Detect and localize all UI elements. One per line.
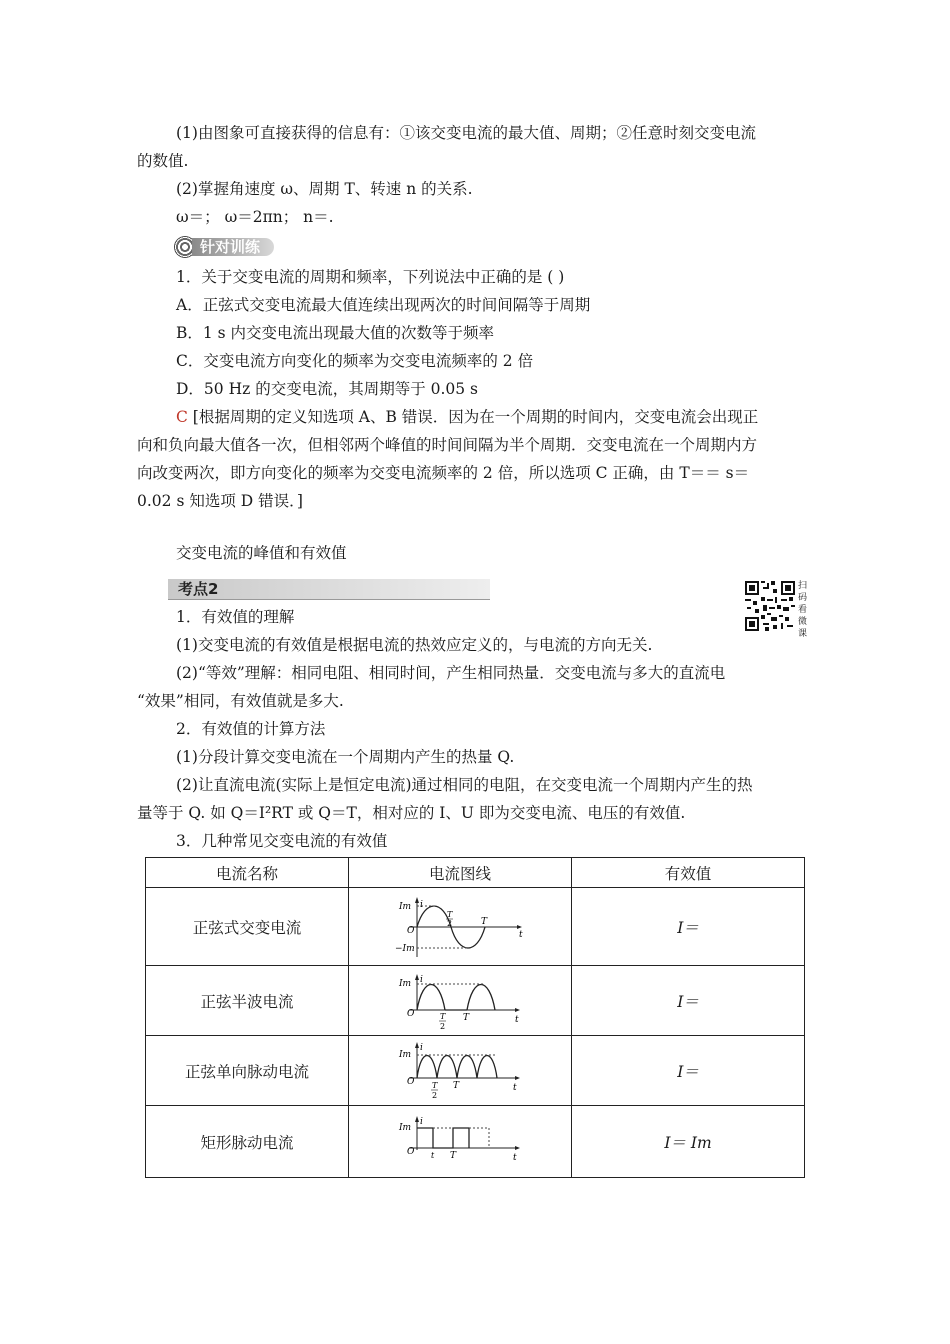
- table-row: [146, 888, 805, 966]
- graph-label: t: [513, 1152, 517, 1163]
- col-header: 电流名称: [146, 858, 349, 888]
- para-line: (2)掌握角速度 ω、周期 T、转速 n 的关系.: [176, 180, 473, 198]
- answer-letter: C: [176, 408, 188, 426]
- para-line: 量等于 Q. 如 Q＝I²RT 或 Q＝T，相对应的 I、U 即为交变电流、电压的有效值.: [137, 804, 686, 822]
- kaodian-label: 考点2: [178, 580, 219, 598]
- graph-label: T: [453, 1080, 460, 1091]
- table-row: [146, 1106, 805, 1178]
- graph-label: t: [513, 1082, 517, 1093]
- graph-label: −Im: [395, 943, 415, 954]
- row-value: I＝: [572, 1036, 805, 1106]
- graph-cell: [349, 1036, 572, 1106]
- graph-label: 2: [447, 918, 453, 928]
- graph-label: T: [450, 1150, 457, 1161]
- kaodian-banner: [168, 579, 490, 600]
- table-row: [146, 1036, 805, 1106]
- heading-2: 2．有效值的计算方法: [176, 720, 326, 738]
- row-name: 矩形脉动电流: [146, 1106, 349, 1178]
- heading-3: 3．几种常见交变电流的有效值: [176, 832, 388, 850]
- para-line: (1)由图象可直接获得的信息有：①该交变电流的最大值、周期；②任意时刻交变电流: [176, 124, 756, 142]
- answer-line: 向和负向最大值各一次，但相邻两个峰值的时间间隔为半个周期．交变电流在一个周期内方: [137, 436, 758, 454]
- col-header: 有效值: [572, 858, 805, 888]
- qr-caption: 扫 码 看 微 课: [798, 581, 808, 639]
- para-line: 的数值.: [137, 152, 189, 170]
- graph-label: T: [463, 1012, 470, 1023]
- row-name: 正弦式交变电流: [146, 888, 349, 966]
- graph-label: i: [420, 974, 423, 985]
- row-value: I＝ Im: [572, 1106, 805, 1178]
- option-c: C．交变电流方向变化的频率为交变电流频率的 2 倍: [176, 352, 534, 370]
- answer-text: [根据周期的定义知选项 A、B 错误．因为在一个周期的时间内，交变电流会出现正: [187, 408, 759, 426]
- graph-label: 2: [432, 1090, 438, 1100]
- table-row: [146, 966, 805, 1036]
- row-value: I＝: [572, 888, 805, 966]
- answer-line: [176, 407, 758, 427]
- graph-label: O: [407, 1008, 415, 1019]
- graph-label: O: [407, 1146, 415, 1157]
- graph-cell: [349, 966, 572, 1036]
- graph-label: O: [407, 1076, 415, 1087]
- half-wave-graph: [395, 972, 525, 1030]
- question-stem: 1．关于交变电流的周期和频率，下列说法中正确的是 ( ): [176, 268, 565, 286]
- graph-label: Im: [399, 1122, 412, 1133]
- answer-line: 0.02 s 知选项 D 错误．]: [137, 492, 303, 510]
- option-d: D．50 Hz 的交变电流，其周期等于 0.05 s: [176, 380, 479, 398]
- section-title: 交变电流的峰值和有效值: [176, 544, 347, 562]
- rectangular-pulse-graph: [395, 1116, 525, 1168]
- table-header-row: [146, 858, 805, 888]
- para-line: (2)让直流电流(实际上是恒定电流)通过相同的电阻，在交变电流一个周期内产生的热: [176, 776, 753, 794]
- practice-badge: [174, 236, 274, 258]
- qr-code-icon[interactable]: [745, 581, 795, 631]
- col-header: 电流图线: [349, 858, 572, 888]
- graph-label: t: [515, 1014, 519, 1025]
- row-value: I＝: [572, 966, 805, 1036]
- graph-label: T: [481, 916, 488, 927]
- para-line: “效果”相同，有效值就是多大.: [137, 692, 344, 710]
- heading-1: 1．有效值的理解: [176, 608, 295, 626]
- graph-label: 2: [440, 1021, 446, 1030]
- para-line: (1)交变电流的有效值是根据电流的热效应定义的，与电流的方向无关.: [176, 636, 653, 654]
- sine-wave-graph: [395, 895, 525, 959]
- rms-table: [145, 857, 805, 1178]
- para-line: (1)分段计算交变电流在一个周期内产生的热量 Q.: [176, 748, 515, 766]
- row-name: 正弦单向脉动电流: [146, 1036, 349, 1106]
- graph-label: Im: [399, 1049, 412, 1060]
- graph-label: Im: [399, 978, 412, 989]
- graph-label: Im: [399, 901, 412, 912]
- graph-label: i: [420, 1116, 423, 1127]
- graph-label: T: [440, 1011, 446, 1021]
- graph-label: t: [519, 929, 523, 940]
- para-line: (2)“等效”理解：相同电阻、相同时间，产生相同热量．交变电流与多大的直流电: [176, 664, 726, 682]
- graph-label: t: [431, 1150, 435, 1160]
- graph-label: O: [407, 925, 415, 936]
- graph-label: i: [420, 1042, 423, 1053]
- option-b: B．1 s 内交变电流出现最大值的次数等于频率: [176, 324, 495, 342]
- graph-label: T: [447, 909, 453, 919]
- graph-label: T: [432, 1080, 438, 1090]
- practice-badge-label: 针对训练: [192, 238, 274, 256]
- para-line: ω＝； ω＝2πn； n＝.: [176, 208, 334, 226]
- graph-label: i: [420, 899, 423, 910]
- option-a: A．正弦式交变电流最大值连续出现两次的时间间隔等于周期: [176, 296, 591, 314]
- graph-cell: [349, 888, 572, 966]
- full-wave-graph: [395, 1042, 525, 1100]
- answer-line: 向改变两次，即方向变化的频率为交变电流频率的 2 倍，所以选项 C 正确，由 T＝＝ s＝: [137, 464, 750, 482]
- graph-cell: [349, 1106, 572, 1178]
- row-name: 正弦半波电流: [146, 966, 349, 1036]
